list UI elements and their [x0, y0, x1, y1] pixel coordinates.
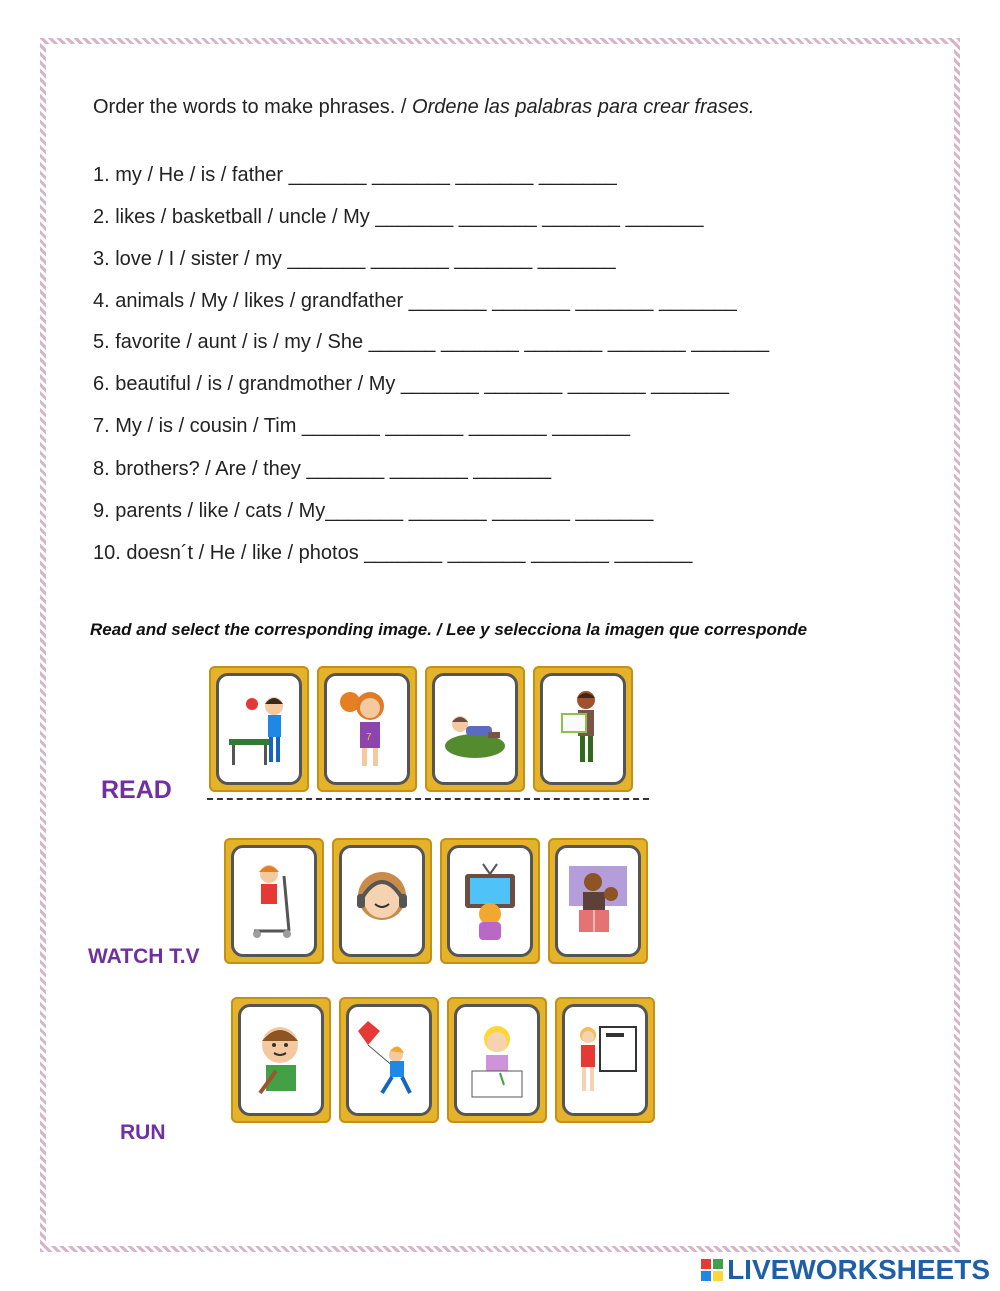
card-row-run	[231, 997, 663, 1123]
phrase-2[interactable]: 2. likes / basketball / uncle / My _______ _______ _______ _______	[93, 206, 704, 228]
logo-square-green	[713, 1259, 723, 1269]
card-reading[interactable]	[533, 666, 633, 792]
card-kite[interactable]	[339, 997, 439, 1123]
girl-headphones-icon	[347, 856, 417, 946]
girl-drawing-icon	[462, 1015, 532, 1105]
phrase-10[interactable]: 10. doesn´t / He / like / photos _______ _______ _______ _______	[93, 542, 693, 564]
label-read: READ	[101, 776, 172, 804]
girl-scooter-icon	[239, 856, 309, 946]
boy-reading-icon	[548, 684, 618, 774]
boy-writing-icon	[246, 1015, 316, 1105]
label-watch-tv: WATCH T.V	[88, 945, 200, 968]
svg-text:7: 7	[366, 732, 372, 743]
logo-square-yellow	[713, 1271, 723, 1281]
card-ping-pong[interactable]	[209, 666, 309, 792]
boy-running-kite-icon	[354, 1015, 424, 1105]
card-crawling[interactable]	[425, 666, 525, 792]
girl-watching-tv-icon	[455, 856, 525, 946]
select-instructions: Read and select the corresponding image. / Lee y selecciona la imagen que corresponde	[90, 620, 808, 639]
logo-square-red	[701, 1259, 711, 1269]
basketball-girl-icon	[332, 684, 402, 774]
card-row-watch-tv	[224, 838, 656, 964]
liveworksheets-logo	[701, 1254, 990, 1286]
father-reading-to-son-icon	[563, 856, 633, 946]
phrase-4[interactable]: 4. animals / My / likes / grandfather _______ _______ _______ _______	[93, 290, 737, 312]
card-board[interactable]	[555, 997, 655, 1123]
phrase-8[interactable]: 8. brothers? / Are / they _______ _______ _______	[93, 458, 552, 480]
card-drawing[interactable]	[447, 997, 547, 1123]
card-basketball[interactable]	[317, 666, 417, 792]
brand-name: LIVEWORKSHEETS	[727, 1254, 990, 1285]
phrase-9[interactable]: 9. parents / like / cats / My_______ _______ _______ _______	[93, 500, 654, 522]
card-father-reading[interactable]	[548, 838, 648, 964]
card-writing[interactable]	[231, 997, 331, 1123]
logo-square-blue	[701, 1271, 711, 1281]
boy-crawling-icon	[440, 684, 510, 774]
phrase-5[interactable]: 5. favorite / aunt / is / my / She ______ _______ _______ _______ _______	[93, 331, 770, 353]
answer-dashed-line	[207, 798, 649, 800]
phrase-1[interactable]: 1. my / He / is / father _______ _______ _______ _______	[93, 164, 617, 186]
label-run: RUN	[120, 1121, 166, 1144]
card-row-read	[209, 666, 641, 792]
phrase-6[interactable]: 6. beautiful / is / grandmother / My _______ _______ _______ _______	[93, 373, 730, 395]
ping-pong-boy-icon	[224, 684, 294, 774]
order-instructions: Order the words to make phrases. / Ordene las palabras para crear frases.	[93, 96, 755, 118]
logo-squares-icon	[701, 1259, 723, 1281]
girl-at-board-icon	[570, 1015, 640, 1105]
card-scooter[interactable]	[224, 838, 324, 964]
phrase-3[interactable]: 3. love / I / sister / my _______ _______ _______ _______	[93, 248, 616, 270]
card-headphones[interactable]	[332, 838, 432, 964]
phrase-7[interactable]: 7. My / is / cousin / Tim _______ _______ _______ _______	[93, 415, 631, 437]
card-watching-tv[interactable]	[440, 838, 540, 964]
